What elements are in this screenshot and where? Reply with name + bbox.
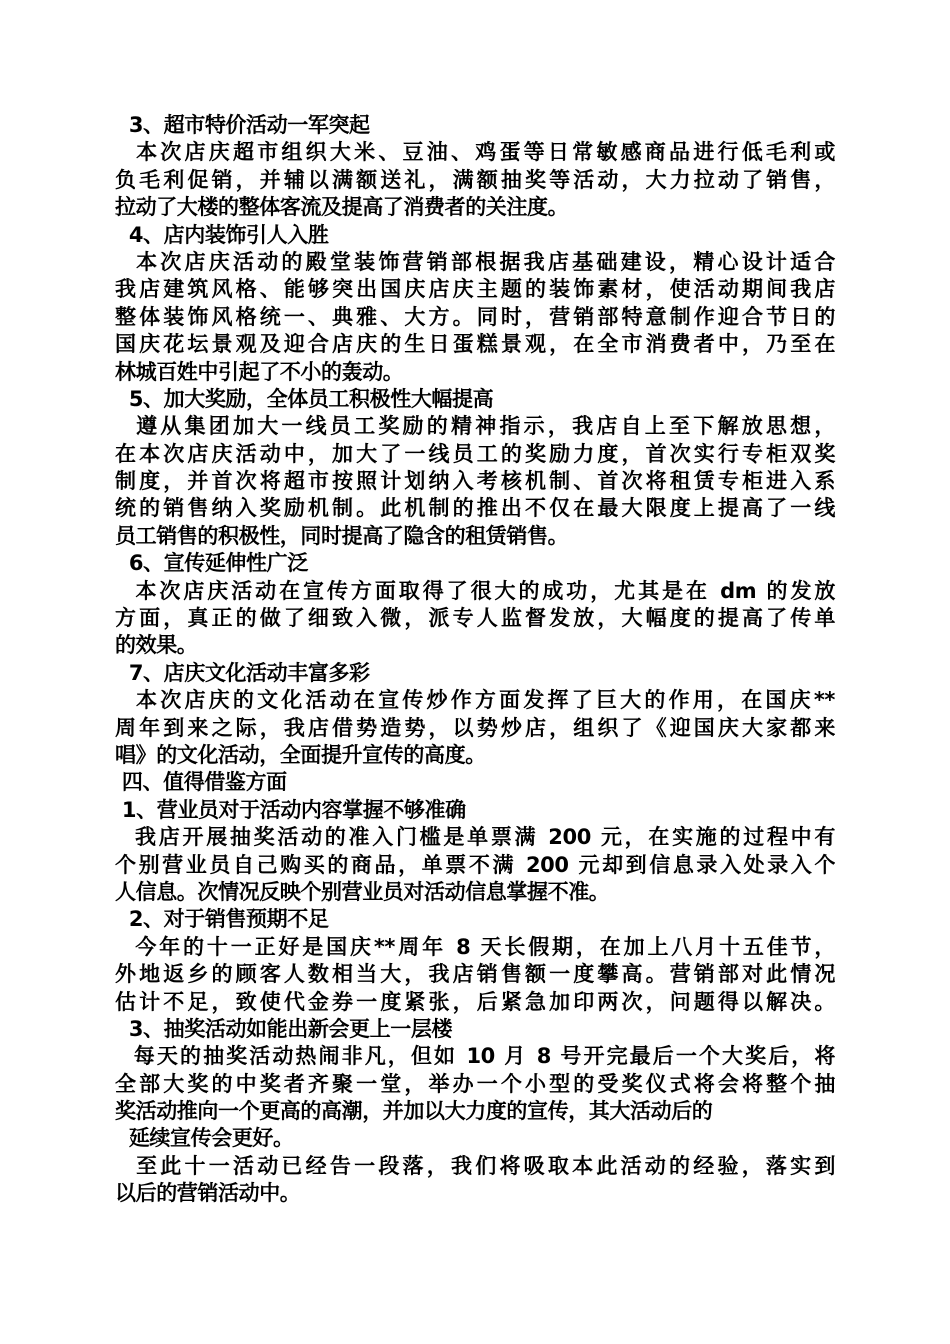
paragraph-line: 整体装饰风格统一、典雅、大方。同时，营销部特意制作迎合节日的 [115, 304, 835, 329]
paragraph-line: 本次店庆活动在宣传方面取得了很大的成功，尤其是在 dm 的发放 [115, 578, 835, 603]
section-heading: 6、宣传延伸性广泛 [115, 551, 308, 576]
section-heading: 5、加大奖励，全体员工积极性大幅提高 [115, 386, 494, 411]
paragraph-line: 在本次店庆活动中，加大了一线员工的奖励力度，首次实行专柜双奖 [115, 441, 835, 466]
document-page [115, 112, 840, 1208]
section-heading: 3、抽奖活动如能出新会更上一层楼 [115, 1016, 453, 1041]
paragraph-line: 估计不足，致使代金券一度紧张，后紧急加印两次，问题得以解决。 [115, 989, 835, 1014]
paragraph-line: 周年到来之际，我店借势造势，以势炒店，组织了《迎国庆大家都来 [115, 715, 835, 740]
paragraph-line: 我店建筑风格、能够突出国庆店庆主题的装饰素材，使活动期间我店 [115, 277, 835, 302]
paragraph-line: 每天的抽奖活动热闹非凡，但如 10 月 8 号开完最后一个大奖后，将 [115, 1044, 835, 1069]
paragraph-line: 以后的营销活动中。 [115, 1181, 301, 1206]
paragraph-line: 个别营业员自己购买的商品，单票不满 200 元却到信息录入处录入个 [115, 852, 835, 877]
paragraph-line: 拉动了大楼的整体客流及提高了消费者的关注度。 [115, 195, 569, 220]
section-heading: 3、超市特价活动一军突起 [115, 113, 370, 137]
paragraph-line: 全部大奖的中奖者齐聚一堂，举办一个小型的受奖仪式将会将整个抽 [115, 1071, 835, 1096]
paragraph-line: 奖活动推向一个更高的高潮，并加以大力度的宣传，其大活动后的 [115, 1099, 713, 1124]
paragraph-line: 人信息。次情况反映个别营业员对活动信息掌握不准。 [115, 879, 610, 904]
paragraph-line: 国庆花坛景观及迎合店庆的生日蛋糕景观，在全市消费者中，乃至在 [115, 332, 835, 357]
paragraph-line: 至此十一活动已经告一段落，我们将吸取本此活动的经验，落实到 [115, 1153, 835, 1178]
paragraph-line: 本次店庆活动的殿堂装饰营销部根据我店基础建设，精心设计适合 [115, 249, 835, 274]
paragraph-line: 今年的十一正好是国庆**周年 8 天长假期，在加上八月十五佳节， [115, 934, 835, 959]
paragraph-line: 唱》的文化活动，全面提升宣传的高度。 [115, 742, 486, 767]
paragraph-line: 统的销售纳入奖励机制。此机制的推出不仅在最大限度上提高了一线 [115, 496, 835, 521]
paragraph-line: 我店开展抽奖活动的准入门槛是单票满 200 元，在实施的过程中有 [115, 825, 835, 850]
paragraph-line: 延续宣传会更好。 [115, 1126, 294, 1151]
section-heading: 7、店庆文化活动丰富多彩 [115, 660, 370, 685]
paragraph-line: 遵从集团加大一线员工奖励的精神指示，我店自上至下解放思想， [115, 414, 835, 439]
paragraph-line: 本次店庆的文化活动在宣传炒作方面发挥了巨大的作用，在国庆** [115, 688, 835, 713]
paragraph-line: 员工销售的积极性，同时提高了隐含的租赁销售。 [115, 523, 569, 548]
section-heading: 2、对于销售预期不足 [115, 907, 329, 932]
section-heading: 4、店内装饰引人入胜 [115, 222, 329, 247]
paragraph-line: 负毛利促销，并辅以满额送礼，满额抽奖等活动，大力拉动了销售， [115, 167, 835, 192]
paragraph-line: 林城百姓中引起了不小的轰动。 [115, 359, 404, 384]
paragraph-line: 制度，并首次将超市按照计划纳入考核机制、首次将租赁专柜进入系 [115, 469, 835, 494]
paragraph-line: 方面，真正的做了细致入微，派专人监督发放，大幅度的提高了传单 [115, 606, 835, 631]
paragraph-line: 本次店庆超市组织大米、豆油、鸡蛋等日常敏感商品进行低毛利或 [115, 140, 835, 165]
section-heading: 1、营业员对于活动内容掌握不够准确 [115, 797, 466, 822]
paragraph-line: 的效果。 [115, 633, 198, 658]
paragraph-line: 外地返乡的顾客人数相当大，我店销售额一度攀高。营销部对此情况 [115, 962, 835, 987]
section-heading: 四、值得借鉴方面 [115, 770, 287, 795]
